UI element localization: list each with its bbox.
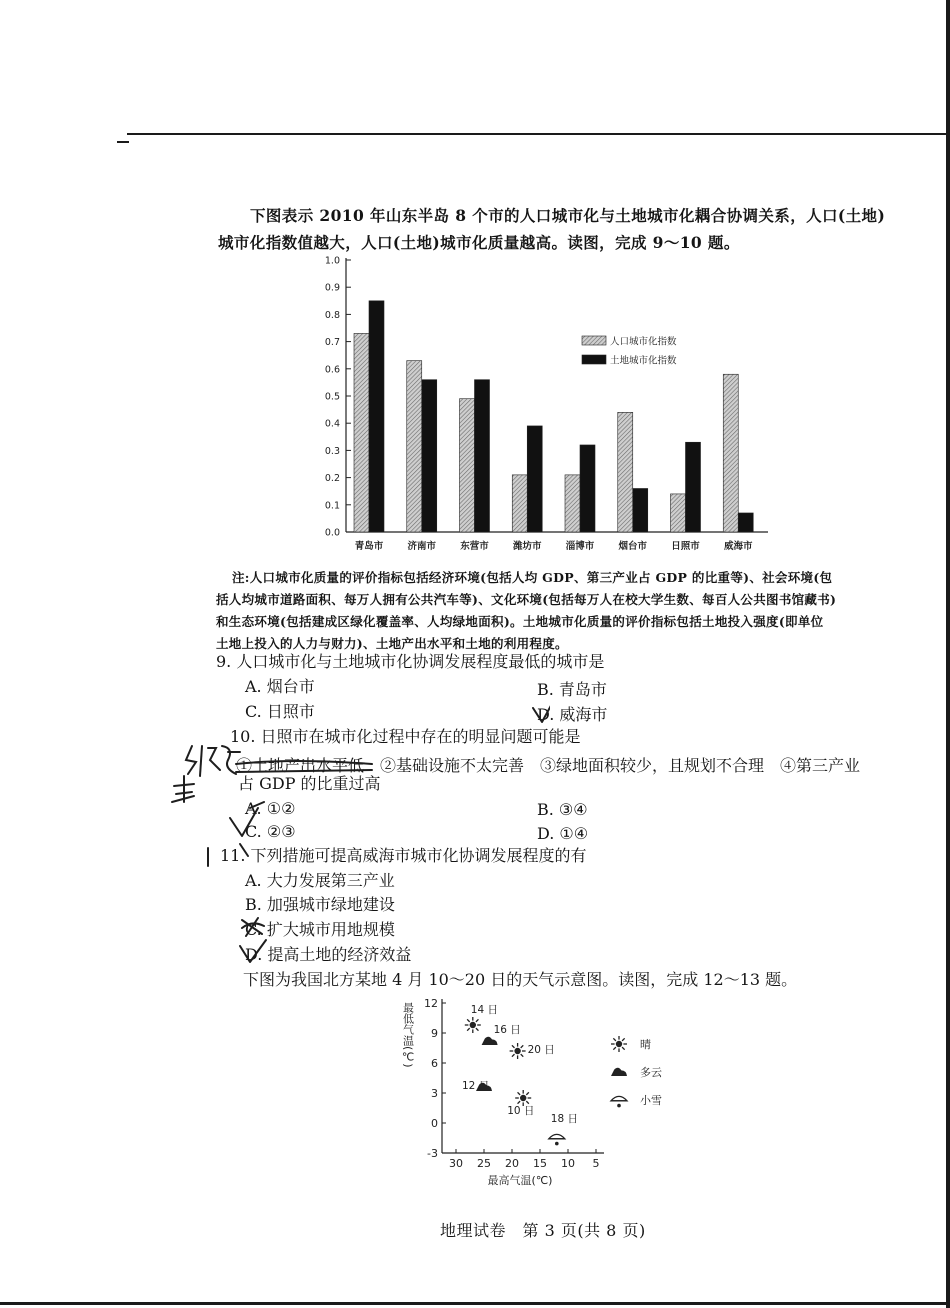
legend-swatch-1 (582, 355, 606, 364)
note-line-1: 注:人口城市化质量的评价指标包括经济环境(包括人均 GDP、第三产业占 GDP 的比重等)、社会环境(包 (232, 570, 833, 585)
wx-x-tick-label: 10 (561, 1157, 575, 1170)
wx-point-cloudy-icon (482, 1037, 498, 1045)
bar-population-6 (671, 494, 686, 532)
q10-option-a: A. ①② (245, 799, 296, 818)
wx-x-tick-label: 5 (592, 1157, 600, 1170)
legend-cloudy-icon (611, 1068, 627, 1076)
q11-option-b: B. 加强城市绿地建设 (245, 895, 395, 914)
bar-population-2 (460, 399, 475, 532)
wx-legend-label: 多云 (640, 1066, 662, 1079)
wx-x-tick-label: 25 (477, 1157, 491, 1170)
weather-chart (400, 992, 690, 1188)
x-category-label: 威海市 (723, 541, 753, 552)
q10-choices-line-1: ①土地产出水平低 ②基础设施不太完善 ③绿地面积较少，且规划不合理 ④第三产业 (236, 756, 861, 775)
wx-point-light-snow-icon (549, 1134, 565, 1145)
legend-swatch-0 (582, 336, 606, 345)
y-tick-label: 0.3 (324, 445, 340, 457)
header-rule (127, 133, 950, 135)
intro2-line: 下图为我国北方某地 4 月 10～20 日的天气示意图。读图，完成 12～13 题。 (243, 970, 798, 989)
legend-sunny-icon (611, 1036, 627, 1052)
y-tick-label: 0.4 (324, 418, 340, 430)
header-dash (117, 141, 129, 143)
scan-edge (946, 0, 950, 1308)
wx-x-tick-label: 20 (505, 1157, 519, 1170)
bar-land-4 (580, 445, 595, 532)
note-line-4: 土地上投入的人力与财力)、土地产出水平和土地的利用程度。 (216, 636, 568, 651)
wx-legend-label: 小雪 (640, 1094, 662, 1107)
q10-choices-line-2: 占 GDP 的比重过高 (238, 774, 381, 793)
wx-point-sunny-icon (510, 1043, 526, 1059)
q10-stem: 10. 日照市在城市化过程中存在的明显问题可能是 (230, 727, 581, 746)
bar-population-4 (565, 475, 580, 532)
note-line-2: 括人均城市道路面积、每万人拥有公共汽车等)、文化环境(包括每万人在校大学生数、每百人公共图书馆藏书) (216, 592, 837, 607)
q9-option-b: B. 青岛市 (537, 680, 607, 699)
y-tick-label: 0.8 (324, 309, 340, 321)
wx-point-label: 10 日 (507, 1105, 535, 1117)
q10-option-d: D. ①④ (537, 824, 589, 843)
wx-point-sunny-icon (515, 1090, 531, 1106)
y-tick-label: 1.0 (324, 255, 340, 267)
wx-y-axis-label: 最低气温(℃) (401, 1002, 415, 1068)
q10-option-c: C. ②③ (245, 822, 296, 841)
wx-y-tick-label: 12 (424, 997, 438, 1010)
x-category-label: 日照市 (671, 541, 700, 552)
q11-option-d: D. 提高土地的经济效益 (245, 945, 412, 964)
wx-point-label: 18 日 (550, 1113, 579, 1125)
wx-point-label: 12 日 (462, 1080, 490, 1092)
intro-line-1: 下图表示 2010 年山东半岛 8 个市的人口城市化与土地城市化耦合协调关系，人口(土地) (250, 206, 886, 225)
x-category-label: 青岛市 (354, 541, 384, 552)
wx-point-label: 14 日 (470, 1004, 499, 1016)
x-category-label: 济南市 (407, 541, 437, 552)
q9-stem: 9. 人口城市化与土地城市化协调发展程度最低的城市是 (216, 652, 605, 671)
wx-point-sunny-icon (465, 1017, 481, 1033)
bar-land-7 (738, 513, 753, 532)
wx-x-axis-label: 最高气温(℃) (487, 1174, 553, 1187)
bar-land-1 (422, 380, 437, 532)
y-tick-label: 0.5 (324, 391, 340, 403)
x-category-label: 烟台市 (618, 541, 648, 552)
legend-label-0: 人口城市化指数 (610, 336, 677, 348)
intro-line-2: 城市化指数值越大，人口(土地)城市化质量越高。读图，完成 9～10 题。 (218, 233, 740, 252)
y-tick-label: 0.2 (324, 473, 340, 485)
wx-y-tick-label: 9 (431, 1027, 438, 1040)
y-tick-label: 0.7 (324, 337, 340, 349)
wx-y-tick-label: 6 (431, 1057, 438, 1070)
bar-land-0 (369, 301, 384, 532)
bar-land-3 (527, 426, 542, 532)
bar-population-3 (512, 475, 527, 532)
q9-option-d: D. 威海市 (537, 705, 608, 724)
x-category-label: 东营市 (460, 541, 489, 552)
wx-x-tick-label: 30 (449, 1157, 463, 1170)
bar-population-0 (354, 333, 369, 532)
wx-y-tick-label: 3 (431, 1087, 438, 1100)
bar-land-2 (475, 380, 490, 532)
y-tick-label: 0.9 (324, 282, 340, 294)
bar-land-6 (686, 442, 701, 532)
bar-land-5 (633, 488, 648, 532)
q9-option-c: C. 日照市 (245, 702, 315, 721)
q11-stem: 11. 下列措施可提高威海市城市化协调发展程度的有 (220, 846, 587, 865)
legend-light-snow-icon (611, 1096, 627, 1107)
note-line-3: 和生态环境(包括建成区绿化覆盖率、人均绿地面积)。土地城市化质量的评价指标包括土地投入强度(即单位 (216, 614, 824, 629)
y-tick-label: 0.6 (324, 364, 340, 376)
q11-option-c: C. 扩大城市用地规模 (245, 920, 395, 939)
y-tick-label: 0.1 (324, 500, 340, 512)
bar-population-1 (407, 361, 422, 532)
wx-y-tick-label: 0 (431, 1117, 438, 1130)
legend-label-1: 土地城市化指数 (610, 355, 677, 367)
x-category-label: 潍坊市 (512, 541, 542, 552)
x-category-label: 淄博市 (565, 541, 595, 552)
footer-edge (0, 1302, 950, 1305)
bar-population-7 (723, 374, 738, 532)
y-tick-label: 0.0 (324, 527, 340, 539)
q9-option-a: A. 烟台市 (245, 677, 315, 696)
page-footer: 地理试卷 第 3 页(共 8 页) (440, 1221, 646, 1240)
wx-point-label: 20 日 (527, 1044, 555, 1056)
wx-legend-label: 晴 (640, 1038, 651, 1051)
urbanization-bar-chart (310, 250, 770, 560)
bar-population-5 (618, 412, 633, 532)
q10-option-b: B. ③④ (537, 800, 588, 819)
wx-x-tick-label: 15 (533, 1157, 547, 1170)
wx-y-tick-label: -3 (427, 1147, 438, 1160)
q11-option-a: A. 大力发展第三产业 (245, 871, 395, 890)
handwritten-marks (150, 690, 550, 970)
wx-point-label: 16 日 (493, 1024, 521, 1036)
